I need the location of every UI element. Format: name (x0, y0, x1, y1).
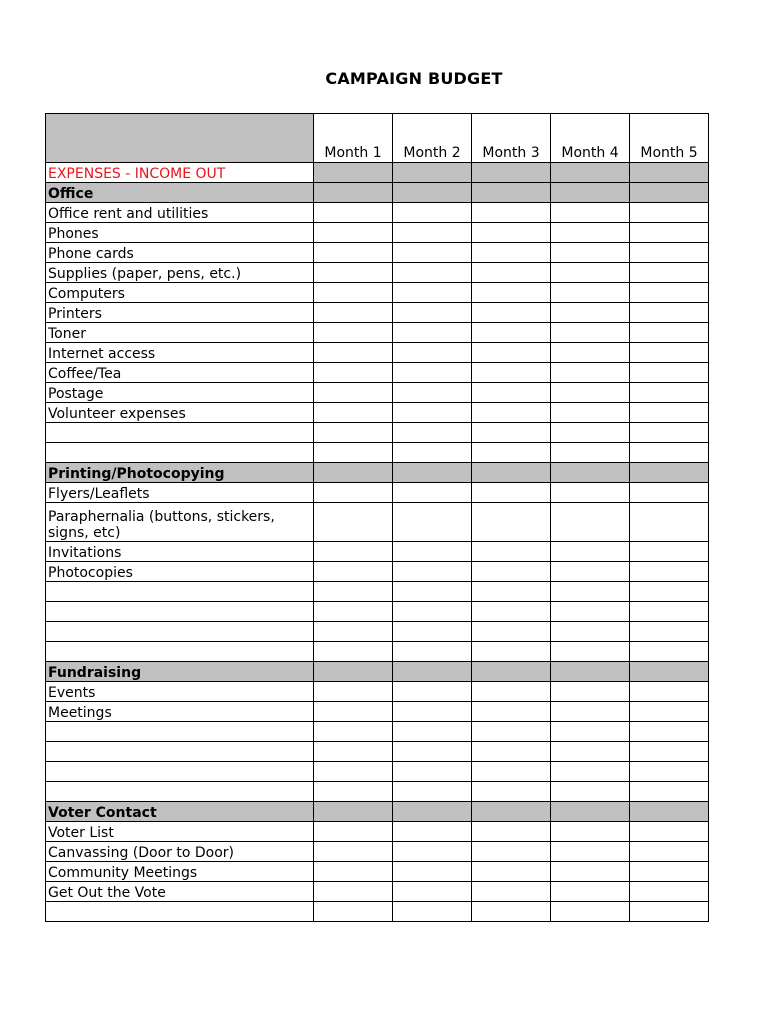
budget-row (46, 722, 709, 742)
month-4-cell[interactable] (551, 403, 630, 423)
month-5-cell[interactable] (630, 343, 709, 363)
budget-row (46, 822, 709, 842)
month-5-cell[interactable] (630, 622, 709, 642)
budget-row (46, 642, 709, 662)
budget-row (46, 303, 709, 323)
month-1-cell[interactable] (314, 682, 393, 702)
row-label[interactable] (46, 443, 314, 463)
month-5-cell[interactable] (630, 443, 709, 463)
month-4-cell[interactable] (551, 263, 630, 283)
month-2-cell[interactable] (393, 722, 472, 742)
budget-row (46, 762, 709, 782)
row-label[interactable] (46, 423, 314, 443)
month-1-cell[interactable] (314, 582, 393, 602)
budget-table-body (46, 114, 709, 922)
month-4-cell[interactable] (551, 782, 630, 802)
row-label[interactable] (46, 742, 314, 762)
month-4-cell[interactable] (551, 762, 630, 782)
month-5-cell[interactable] (630, 303, 709, 323)
section-header-row (46, 463, 709, 483)
month-5-cell[interactable] (630, 203, 709, 223)
month-2-cell[interactable] (393, 662, 472, 682)
month-4-cell[interactable] (551, 423, 630, 443)
month-2-cell[interactable] (393, 742, 472, 762)
row-label[interactable]: Invitations (46, 542, 314, 562)
month-3-cell[interactable] (472, 662, 551, 682)
month-5-cell[interactable] (630, 163, 709, 183)
budget-table (45, 113, 709, 922)
month-1-cell[interactable] (314, 263, 393, 283)
month-2-header[interactable]: Month 2 (393, 114, 472, 163)
month-5-cell[interactable] (630, 263, 709, 283)
month-2-cell[interactable] (393, 383, 472, 403)
row-label[interactable] (46, 782, 314, 802)
month-5-cell[interactable] (630, 782, 709, 802)
month-1-cell[interactable] (314, 463, 393, 483)
month-4-cell[interactable] (551, 542, 630, 562)
month-2-cell[interactable] (393, 223, 472, 243)
budget-row (46, 383, 709, 403)
month-5-cell[interactable] (630, 363, 709, 383)
month-5-cell[interactable] (630, 642, 709, 662)
month-3-cell[interactable] (472, 742, 551, 762)
month-3-cell[interactable] (472, 562, 551, 582)
month-2-cell[interactable] (393, 443, 472, 463)
month-2-cell[interactable] (393, 423, 472, 443)
month-1-cell[interactable] (314, 223, 393, 243)
month-3-cell[interactable] (472, 223, 551, 243)
month-5-cell[interactable] (630, 223, 709, 243)
section-label[interactable]: Fundraising (46, 662, 314, 682)
row-label[interactable]: Printers (46, 303, 314, 323)
month-3-cell[interactable] (472, 203, 551, 223)
month-5-cell[interactable] (630, 243, 709, 263)
row-label[interactable]: Get Out the Vote (46, 882, 314, 902)
month-4-cell[interactable] (551, 183, 630, 203)
month-5-header[interactable]: Month 5 (630, 114, 709, 163)
month-5-cell[interactable] (630, 842, 709, 862)
month-1-header[interactable]: Month 1 (314, 114, 393, 163)
month-1-cell[interactable] (314, 742, 393, 762)
month-2-cell[interactable] (393, 243, 472, 263)
row-label[interactable]: Flyers/Leaflets (46, 483, 314, 503)
month-1-cell[interactable] (314, 602, 393, 622)
month-1-cell[interactable] (314, 163, 393, 183)
month-5-cell[interactable] (630, 383, 709, 403)
budget-row (46, 842, 709, 862)
month-1-cell[interactable] (314, 842, 393, 862)
month-3-cell[interactable] (472, 682, 551, 702)
budget-row (46, 483, 709, 503)
month-5-cell[interactable] (630, 463, 709, 483)
month-1-cell[interactable] (314, 702, 393, 722)
month-3-cell[interactable] (472, 882, 551, 902)
budget-row (46, 902, 709, 922)
month-2-cell[interactable] (393, 343, 472, 363)
budget-row (46, 682, 709, 702)
budget-row (46, 203, 709, 223)
month-5-cell[interactable] (630, 882, 709, 902)
month-2-cell[interactable] (393, 303, 472, 323)
section-label[interactable]: Office (46, 183, 314, 203)
budget-row (46, 882, 709, 902)
month-2-cell[interactable] (393, 363, 472, 383)
month-4-cell[interactable] (551, 682, 630, 702)
month-1-cell[interactable] (314, 782, 393, 802)
month-1-cell[interactable] (314, 542, 393, 562)
month-3-cell[interactable] (472, 183, 551, 203)
row-label[interactable]: Photocopies (46, 562, 314, 582)
budget-row (46, 263, 709, 283)
budget-row (46, 582, 709, 602)
month-4-cell[interactable] (551, 882, 630, 902)
month-5-cell[interactable] (630, 702, 709, 722)
row-label[interactable] (46, 642, 314, 662)
budget-row (46, 343, 709, 363)
row-label[interactable] (46, 902, 314, 922)
expenses-band-label[interactable]: EXPENSES - INCOME OUT (46, 163, 314, 183)
month-1-cell[interactable] (314, 423, 393, 443)
month-1-cell[interactable] (314, 363, 393, 383)
month-1-cell[interactable] (314, 383, 393, 403)
budget-row (46, 742, 709, 762)
section-label[interactable]: Printing/Photocopying (46, 463, 314, 483)
month-2-cell[interactable] (393, 902, 472, 922)
month-1-cell[interactable] (314, 802, 393, 822)
month-1-cell[interactable] (314, 642, 393, 662)
row-label[interactable]: Paraphernalia (buttons, stickers, signs, etc) (46, 503, 314, 542)
month-3-cell[interactable] (472, 582, 551, 602)
month-2-cell[interactable] (393, 183, 472, 203)
document-title: CAMPAIGN BUDGET (325, 69, 503, 88)
month-3-cell[interactable] (472, 423, 551, 443)
budget-row (46, 862, 709, 882)
month-3-cell[interactable] (472, 642, 551, 662)
month-3-cell[interactable] (472, 343, 551, 363)
month-3-cell[interactable] (472, 463, 551, 483)
month-4-cell[interactable] (551, 163, 630, 183)
month-3-cell[interactable] (472, 722, 551, 742)
month-2-cell[interactable] (393, 263, 472, 283)
month-5-cell[interactable] (630, 682, 709, 702)
month-1-cell[interactable] (314, 622, 393, 642)
month-2-cell[interactable] (393, 163, 472, 183)
month-4-cell[interactable] (551, 662, 630, 682)
header-row (46, 114, 709, 163)
month-5-cell[interactable] (630, 403, 709, 423)
month-5-cell[interactable] (630, 542, 709, 562)
row-label[interactable]: Coffee/Tea (46, 363, 314, 383)
month-5-cell[interactable] (630, 722, 709, 742)
month-2-cell[interactable] (393, 842, 472, 862)
month-3-cell[interactable] (472, 483, 551, 503)
month-4-cell[interactable] (551, 742, 630, 762)
month-3-header[interactable]: Month 3 (472, 114, 551, 163)
month-4-cell[interactable] (551, 862, 630, 882)
month-4-cell[interactable] (551, 642, 630, 662)
month-1-cell[interactable] (314, 323, 393, 343)
row-label[interactable] (46, 622, 314, 642)
row-label[interactable]: Supplies (paper, pens, etc.) (46, 263, 314, 283)
month-3-cell[interactable] (472, 702, 551, 722)
budget-row (46, 323, 709, 343)
budget-row (46, 622, 709, 642)
month-2-cell[interactable] (393, 802, 472, 822)
month-2-cell[interactable] (393, 882, 472, 902)
month-1-cell[interactable] (314, 403, 393, 423)
month-1-cell[interactable] (314, 303, 393, 323)
month-4-cell[interactable] (551, 483, 630, 503)
month-2-cell[interactable] (393, 582, 472, 602)
budget-row (46, 363, 709, 383)
budget-row (46, 542, 709, 562)
budget-row (46, 782, 709, 802)
month-1-cell[interactable] (314, 902, 393, 922)
month-3-cell[interactable] (472, 542, 551, 562)
month-3-cell[interactable] (472, 303, 551, 323)
month-3-cell[interactable] (472, 782, 551, 802)
row-label[interactable] (46, 602, 314, 622)
month-4-cell[interactable] (551, 223, 630, 243)
month-4-cell[interactable] (551, 822, 630, 842)
month-3-cell[interactable] (472, 383, 551, 403)
month-2-cell[interactable] (393, 702, 472, 722)
month-2-cell[interactable] (393, 862, 472, 882)
month-3-cell[interactable] (472, 403, 551, 423)
row-label[interactable]: Voter List (46, 822, 314, 842)
month-1-cell[interactable] (314, 562, 393, 582)
month-5-cell[interactable] (630, 323, 709, 343)
month-1-cell[interactable] (314, 183, 393, 203)
expenses-band-row (46, 163, 709, 183)
month-5-cell[interactable] (630, 742, 709, 762)
header-corner-cell[interactable] (46, 114, 314, 163)
month-5-cell[interactable] (630, 503, 709, 542)
month-3-cell[interactable] (472, 363, 551, 383)
month-1-cell[interactable] (314, 762, 393, 782)
month-4-cell[interactable] (551, 562, 630, 582)
month-4-cell[interactable] (551, 702, 630, 722)
month-3-cell[interactable] (472, 602, 551, 622)
month-3-cell[interactable] (472, 762, 551, 782)
row-label[interactable]: Meetings (46, 702, 314, 722)
budget-row (46, 562, 709, 582)
month-4-cell[interactable] (551, 902, 630, 922)
section-header-row (46, 183, 709, 203)
budget-row (46, 423, 709, 443)
month-4-cell[interactable] (551, 383, 630, 403)
row-label[interactable]: Community Meetings (46, 862, 314, 882)
section-label[interactable]: Voter Contact (46, 802, 314, 822)
month-4-cell[interactable] (551, 323, 630, 343)
month-3-cell[interactable] (472, 902, 551, 922)
month-3-cell[interactable] (472, 622, 551, 642)
month-3-cell[interactable] (472, 263, 551, 283)
month-2-cell[interactable] (393, 503, 472, 542)
month-5-cell[interactable] (630, 902, 709, 922)
row-label[interactable]: Computers (46, 283, 314, 303)
row-label[interactable]: Internet access (46, 343, 314, 363)
budget-row (46, 503, 709, 542)
month-1-cell[interactable] (314, 662, 393, 682)
budget-row (46, 443, 709, 463)
month-4-cell[interactable] (551, 343, 630, 363)
month-4-cell[interactable] (551, 582, 630, 602)
month-4-cell[interactable] (551, 622, 630, 642)
month-5-cell[interactable] (630, 602, 709, 622)
month-5-cell[interactable] (630, 662, 709, 682)
section-header-row (46, 662, 709, 682)
month-5-cell[interactable] (630, 862, 709, 882)
row-label[interactable]: Phone cards (46, 243, 314, 263)
month-3-cell[interactable] (472, 822, 551, 842)
month-3-cell[interactable] (472, 842, 551, 862)
month-4-cell[interactable] (551, 503, 630, 542)
month-1-cell[interactable] (314, 343, 393, 363)
budget-row (46, 602, 709, 622)
month-4-cell[interactable] (551, 463, 630, 483)
month-3-cell[interactable] (472, 503, 551, 542)
month-4-cell[interactable] (551, 303, 630, 323)
month-2-cell[interactable] (393, 562, 472, 582)
month-1-cell[interactable] (314, 882, 393, 902)
row-label[interactable]: Volunteer expenses (46, 403, 314, 423)
month-5-cell[interactable] (630, 582, 709, 602)
row-label[interactable]: Postage (46, 383, 314, 403)
month-4-cell[interactable] (551, 802, 630, 822)
month-3-cell[interactable] (472, 283, 551, 303)
month-5-cell[interactable] (630, 822, 709, 842)
section-header-row (46, 802, 709, 822)
month-4-cell[interactable] (551, 443, 630, 463)
month-1-cell[interactable] (314, 722, 393, 742)
row-label[interactable] (46, 722, 314, 742)
month-1-cell[interactable] (314, 443, 393, 463)
month-2-cell[interactable] (393, 782, 472, 802)
month-2-cell[interactable] (393, 203, 472, 223)
month-1-cell[interactable] (314, 862, 393, 882)
budget-row (46, 243, 709, 263)
month-4-cell[interactable] (551, 842, 630, 862)
month-4-cell[interactable] (551, 363, 630, 383)
month-4-header[interactable]: Month 4 (551, 114, 630, 163)
month-3-cell[interactable] (472, 243, 551, 263)
month-3-cell[interactable] (472, 802, 551, 822)
row-label[interactable]: Office rent and utilities (46, 203, 314, 223)
row-label[interactable]: Toner (46, 323, 314, 343)
budget-row (46, 702, 709, 722)
month-5-cell[interactable] (630, 762, 709, 782)
month-2-cell[interactable] (393, 682, 472, 702)
month-4-cell[interactable] (551, 602, 630, 622)
month-2-cell[interactable] (393, 822, 472, 842)
month-3-cell[interactable] (472, 862, 551, 882)
month-1-cell[interactable] (314, 822, 393, 842)
month-3-cell[interactable] (472, 443, 551, 463)
row-label[interactable]: Canvassing (Door to Door) (46, 842, 314, 862)
month-1-cell[interactable] (314, 243, 393, 263)
month-3-cell[interactable] (472, 163, 551, 183)
month-2-cell[interactable] (393, 283, 472, 303)
month-4-cell[interactable] (551, 203, 630, 223)
row-label[interactable]: Events (46, 682, 314, 702)
month-2-cell[interactable] (393, 463, 472, 483)
row-label[interactable] (46, 582, 314, 602)
month-2-cell[interactable] (393, 762, 472, 782)
month-2-cell[interactable] (393, 602, 472, 622)
month-1-cell[interactable] (314, 203, 393, 223)
month-2-cell[interactable] (393, 403, 472, 423)
month-2-cell[interactable] (393, 542, 472, 562)
month-5-cell[interactable] (630, 183, 709, 203)
month-1-cell[interactable] (314, 503, 393, 542)
month-5-cell[interactable] (630, 423, 709, 443)
month-2-cell[interactable] (393, 483, 472, 503)
budget-row (46, 403, 709, 423)
month-4-cell[interactable] (551, 283, 630, 303)
month-4-cell[interactable] (551, 722, 630, 742)
row-label[interactable] (46, 762, 314, 782)
month-4-cell[interactable] (551, 243, 630, 263)
month-5-cell[interactable] (630, 562, 709, 582)
month-2-cell[interactable] (393, 323, 472, 343)
month-2-cell[interactable] (393, 642, 472, 662)
month-1-cell[interactable] (314, 283, 393, 303)
month-2-cell[interactable] (393, 622, 472, 642)
month-3-cell[interactable] (472, 323, 551, 343)
budget-row (46, 283, 709, 303)
row-label[interactable]: Phones (46, 223, 314, 243)
month-5-cell[interactable] (630, 802, 709, 822)
budget-row (46, 223, 709, 243)
month-1-cell[interactable] (314, 483, 393, 503)
month-5-cell[interactable] (630, 283, 709, 303)
month-5-cell[interactable] (630, 483, 709, 503)
